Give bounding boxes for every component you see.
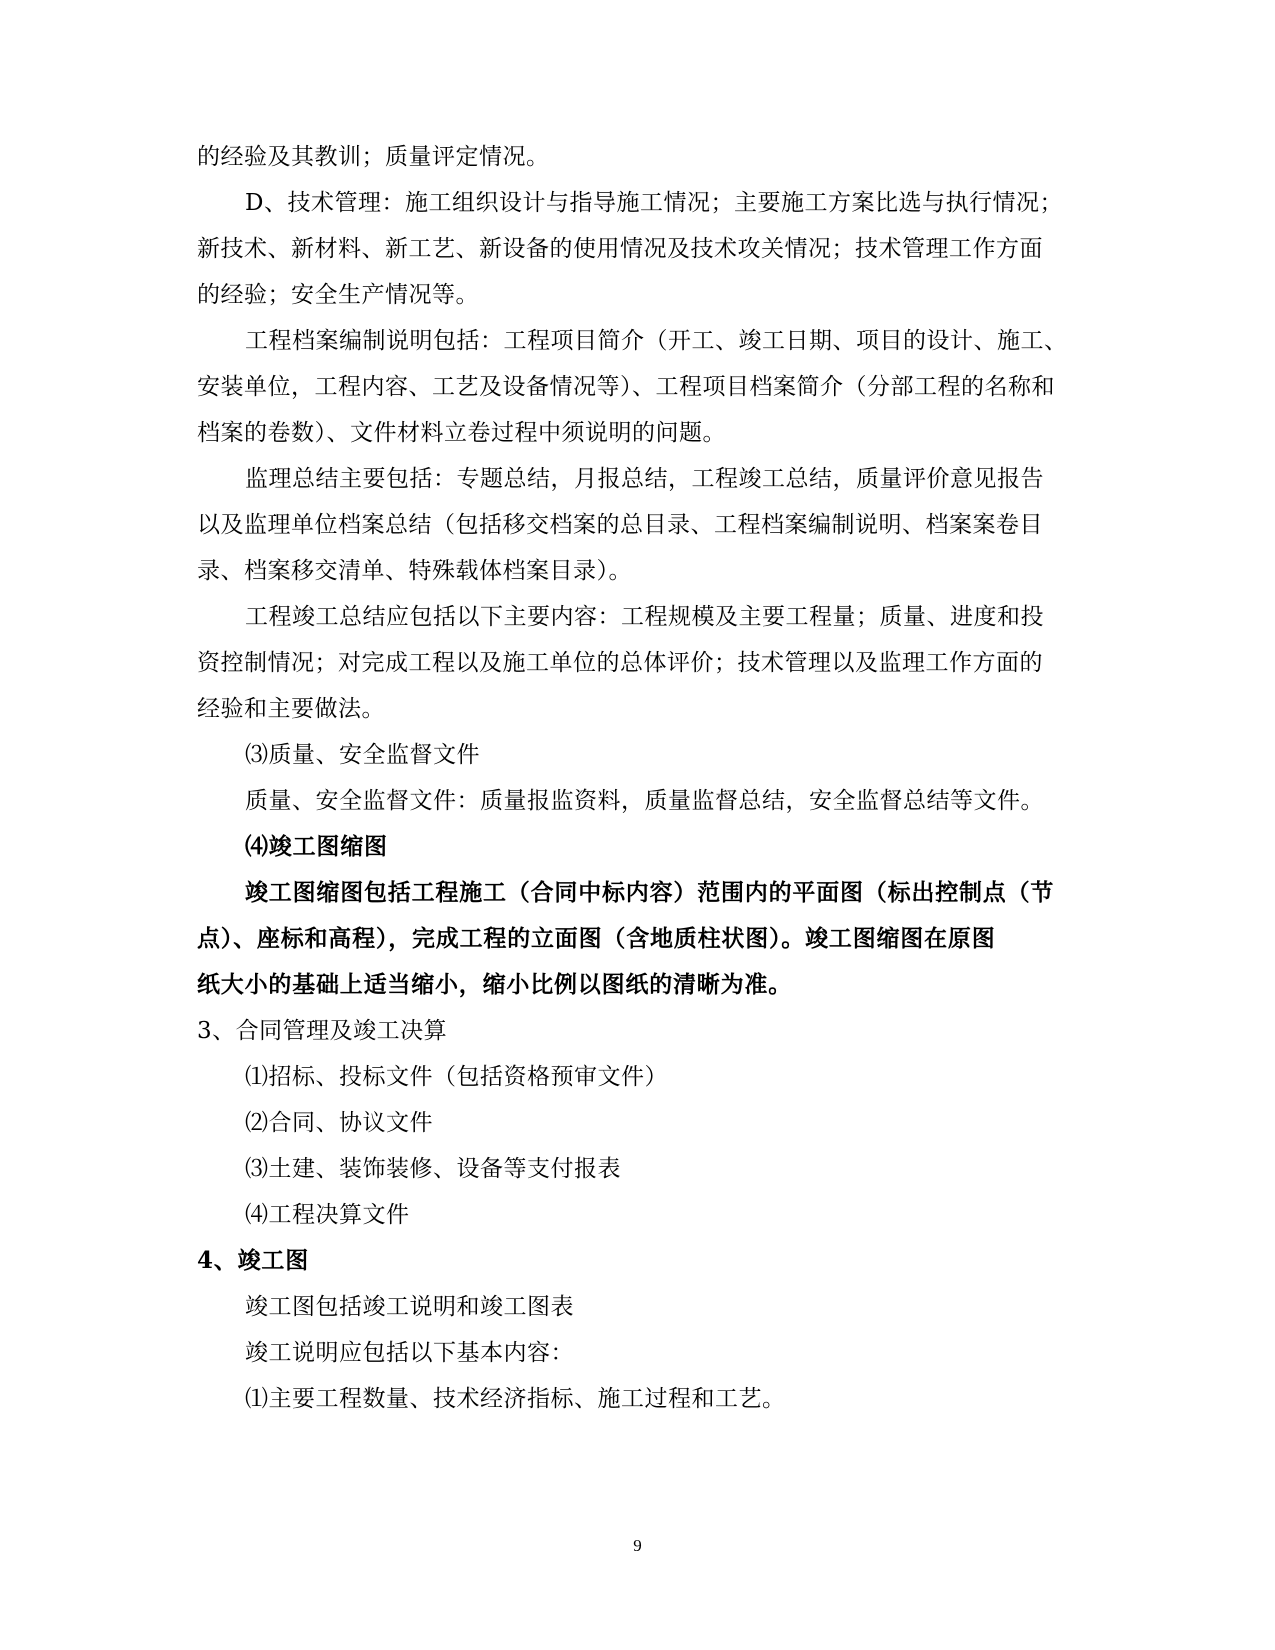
paragraph-description-contents: 竣工说明应包括以下基本内容： <box>245 1340 574 1366</box>
body-text-line: 档案的卷数）、文件材料立卷过程中须说明的问题。 <box>197 420 726 446</box>
list-item: ⑴招标、投标文件（包括资格预审文件） <box>245 1064 668 1090</box>
body-text-line: 安装单位，工程内容、工艺及设备情况等）、工程项目档案简介（分部工程的名称和 <box>197 374 1055 400</box>
paragraph-drawing-contents: 竣工图包括竣工说明和竣工图表 <box>245 1294 574 1320</box>
body-text-line: 以及监理单位档案总结（包括移交档案的总目录、工程档案编制说明、档案案卷目 <box>197 512 1043 538</box>
section-heading-contract-management: 3、合同管理及竣工决算 <box>197 1018 448 1044</box>
body-text-line: 资控制情况；对完成工程以及施工单位的总体评价；技术管理以及监理工作方面的 <box>197 650 1043 676</box>
list-item: ⑷工程决算文件 <box>245 1202 410 1228</box>
body-text-line-bold: 点）、座标和高程），完成工程的立面图（含地质柱状图）。竣工图缩图在原图 <box>197 925 996 952</box>
body-text-line: 新技术、新材料、新工艺、新设备的使用情况及技术攻关情况；技术管理工作方面 <box>197 236 1043 262</box>
paragraph-thumbnail-bold: 竣工图缩图包括工程施工（合同中标内容）范围内的平面图（标出控制点（节 <box>245 879 1055 906</box>
list-item: ⑵合同、协议文件 <box>245 1110 433 1136</box>
paragraph-technical-management: D、技术管理：施工组织设计与指导施工情况；主要施工方案比选与执行情况； <box>245 190 1063 216</box>
body-text-line: 的经验及其教训；质量评定情况。 <box>197 144 550 170</box>
body-text-line: 录、档案移交清单、特殊载体档案目录）。 <box>197 558 632 584</box>
list-item: ⑴主要工程数量、技术经济指标、施工过程和工艺。 <box>245 1386 786 1412</box>
subheading-quality-safety: ⑶质量、安全监督文件 <box>245 742 480 768</box>
page-number: 9 <box>633 1536 642 1555</box>
paragraph-quality-safety: 质量、安全监督文件：质量报监资料，质量监督总结，安全监督总结等文件。 <box>245 788 1044 814</box>
section-heading-completion-drawing: 4、竣工图 <box>197 1247 310 1274</box>
subheading-completion-drawing-thumbnail: ⑷竣工图缩图 <box>245 833 388 860</box>
body-text-line: 经验和主要做法。 <box>197 696 385 722</box>
list-item: ⑶土建、装饰装修、设备等支付报表 <box>245 1156 621 1182</box>
body-text-line-bold: 纸大小的基础上适当缩小，缩小比例以图纸的清晰为准。 <box>197 971 792 998</box>
body-text-line: 的经验；安全生产情况等。 <box>197 282 479 308</box>
paragraph-supervision-summary: 监理总结主要包括：专题总结，月报总结，工程竣工总结，质量评价意见报告 <box>245 466 1044 492</box>
paragraph-archive-description: 工程档案编制说明包括：工程项目简介（开工、竣工日期、项目的设计、施工、 <box>245 328 1068 354</box>
paragraph-completion-summary: 工程竣工总结应包括以下主要内容：工程规模及主要工程量；质量、进度和投 <box>245 604 1044 630</box>
